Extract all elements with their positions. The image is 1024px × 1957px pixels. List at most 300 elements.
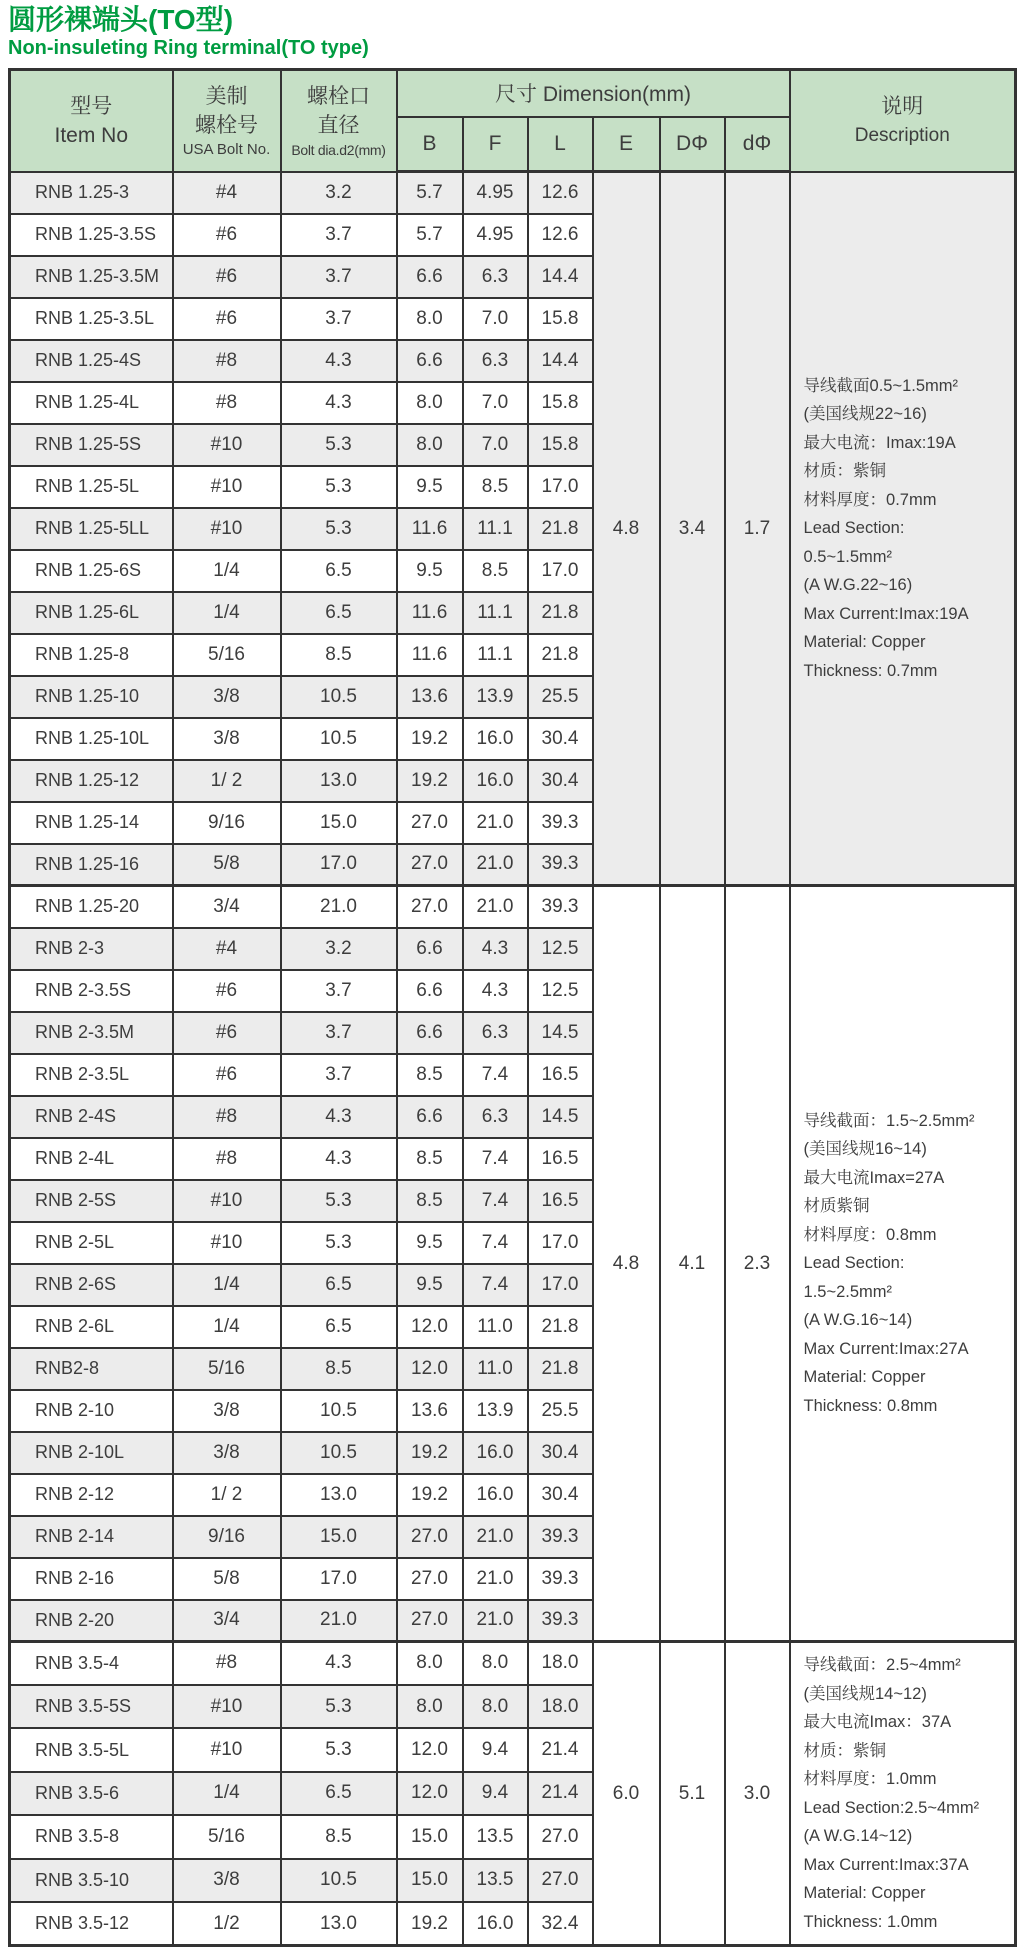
value-cell: 19.2	[397, 1902, 463, 1945]
page-title-en: Non-insuleting Ring terminal(TO type)	[8, 37, 369, 59]
value-cell: 16.0	[463, 1432, 528, 1474]
value-cell: 9.5	[397, 550, 463, 592]
description-line: Thickness: 0.7mm	[803, 661, 938, 680]
value-cell: 8.0	[397, 424, 463, 466]
value-cell: 21.8	[528, 634, 593, 676]
value-cell: 17.0	[528, 550, 593, 592]
value-cell: 18.0	[528, 1685, 593, 1728]
value-cell: #6	[173, 1054, 281, 1096]
item-no-cell: RNB 2-10L	[10, 1432, 173, 1474]
col-header-item-no	[10, 70, 173, 172]
item-no-cell: RNB 1.25-5L	[10, 466, 173, 508]
dphi-value-cell: 3.0	[725, 1642, 790, 1946]
value-cell: 8.0	[463, 1685, 528, 1728]
item-no-cell: RNB 3.5-5S	[10, 1685, 173, 1728]
value-cell: 8.5	[463, 550, 528, 592]
description-line: (A W.G.14~12)	[803, 1827, 913, 1845]
item-no-cell: RNB 1.25-8	[10, 634, 173, 676]
table-row	[10, 886, 1016, 928]
value-cell: 4.3	[463, 928, 528, 970]
value-cell: 13.0	[281, 1474, 397, 1516]
description-line: Max Current:Imax:19A	[803, 604, 969, 623]
value-cell: 6.3	[463, 1096, 528, 1138]
item-no-cell: RNB 2-6L	[10, 1306, 173, 1348]
item-no-cell: RNB 1.25-10	[10, 676, 173, 718]
value-cell: 12.0	[397, 1348, 463, 1390]
value-cell: 6.5	[281, 1772, 397, 1815]
value-cell: 5.3	[281, 466, 397, 508]
description-line: Lead Section:2.5~4mm²	[803, 1798, 980, 1817]
value-cell: 27.0	[397, 1516, 463, 1558]
value-cell: 16.5	[528, 1138, 593, 1180]
value-cell: 4.3	[281, 1138, 397, 1180]
description-cell	[790, 172, 1016, 886]
value-cell: 4.95	[463, 214, 528, 256]
col-header-L: L	[528, 117, 593, 172]
value-cell: 13.0	[281, 1902, 397, 1945]
value-cell: 15.0	[281, 802, 397, 844]
value-cell: 7.0	[463, 298, 528, 340]
value-cell: 3.7	[281, 970, 397, 1012]
value-cell: #6	[173, 298, 281, 340]
item-no-cell: RNB 3.5-5L	[10, 1728, 173, 1771]
value-cell: 7.0	[463, 382, 528, 424]
value-cell: 12.5	[528, 970, 593, 1012]
description-line: Max Current:Imax:37A	[803, 1855, 969, 1874]
item-no-cell: RNB 3.5-8	[10, 1815, 173, 1858]
item-no-cell: RNB 1.25-16	[10, 844, 173, 886]
value-cell: 5/8	[173, 844, 281, 886]
item-no-cell: RNB 2-4L	[10, 1138, 173, 1180]
value-cell: 13.9	[463, 1390, 528, 1432]
dphi-value-cell: 2.3	[725, 886, 790, 1642]
value-cell: #10	[173, 424, 281, 466]
value-cell: 8.0	[397, 298, 463, 340]
item-no-cell: RNB 3.5-10	[10, 1859, 173, 1902]
value-cell: #10	[173, 466, 281, 508]
value-cell: 21.0	[463, 886, 528, 928]
col-header-bolt-dia-cn1: 螺栓口	[307, 84, 370, 108]
description-line: 导线截面：2.5~4mm²	[803, 1656, 961, 1674]
description-line: 材料厚度：0.7mm	[803, 490, 937, 509]
value-cell: 19.2	[397, 760, 463, 802]
col-header-dphi: dΦ	[725, 117, 790, 172]
dphi-value-cell: 1.7	[725, 172, 790, 886]
value-cell: 9.4	[463, 1772, 528, 1815]
item-no-cell: RNB 1.25-12	[10, 760, 173, 802]
item-no-cell: RNB 1.25-4S	[10, 340, 173, 382]
Dphi-value-cell: 3.4	[660, 172, 725, 886]
value-cell: 27.0	[397, 886, 463, 928]
value-cell: 11.6	[397, 592, 463, 634]
value-cell: 39.3	[528, 886, 593, 928]
value-cell: 5.7	[397, 172, 463, 214]
value-cell: 13.5	[463, 1815, 528, 1858]
value-cell: 15.8	[528, 298, 593, 340]
value-cell: 10.5	[281, 1390, 397, 1432]
value-cell: 19.2	[397, 1474, 463, 1516]
spec-table	[8, 68, 1017, 1947]
description-line: 材料厚度：1.0mm	[803, 1770, 937, 1788]
value-cell: 16.0	[463, 760, 528, 802]
value-cell: 3/8	[173, 1432, 281, 1474]
value-cell: 6.5	[281, 592, 397, 634]
item-no-cell: RNB 2-6S	[10, 1264, 173, 1306]
item-no-cell: RNB 1.25-3	[10, 172, 173, 214]
value-cell: 3/8	[173, 676, 281, 718]
value-cell: 3/4	[173, 1600, 281, 1642]
value-cell: 39.3	[528, 1600, 593, 1642]
value-cell: 1/4	[173, 1772, 281, 1815]
value-cell: 10.5	[281, 718, 397, 760]
value-cell: 21.0	[463, 844, 528, 886]
col-header-description	[790, 70, 1016, 172]
value-cell: 39.3	[528, 1558, 593, 1600]
item-no-cell: RNB 3.5-12	[10, 1902, 173, 1945]
value-cell: 5/16	[173, 1348, 281, 1390]
description-line: Lead Section:	[803, 519, 905, 537]
value-cell: 7.4	[463, 1054, 528, 1096]
value-cell: 7.4	[463, 1264, 528, 1306]
description-line: Thickness: 1.0mm	[803, 1912, 938, 1931]
col-header-dimension: 尺寸 Dimension(mm)	[397, 70, 790, 117]
value-cell: 39.3	[528, 802, 593, 844]
value-cell: 21.0	[463, 1516, 528, 1558]
value-cell: 30.4	[528, 718, 593, 760]
value-cell: 3.7	[281, 214, 397, 256]
description-line: 材质：紫铜	[803, 1741, 887, 1760]
col-header-F: F	[463, 117, 528, 172]
description-line: 材质：紫铜	[803, 462, 887, 480]
value-cell: 12.0	[397, 1772, 463, 1815]
value-cell: 7.4	[463, 1222, 528, 1264]
value-cell: 15.8	[528, 382, 593, 424]
value-cell: 3.7	[281, 298, 397, 340]
value-cell: 8.0	[397, 382, 463, 424]
item-no-cell: RNB 2-4S	[10, 1096, 173, 1138]
value-cell: 5/16	[173, 634, 281, 676]
value-cell: 11.1	[463, 634, 528, 676]
value-cell: 30.4	[528, 1432, 593, 1474]
value-cell: 11.6	[397, 634, 463, 676]
value-cell: 14.5	[528, 1012, 593, 1054]
value-cell: #8	[173, 1642, 281, 1685]
description-line: Material: Copper	[803, 1368, 926, 1387]
Dphi-value-cell: 5.1	[660, 1642, 725, 1946]
description-line: 1.5~2.5mm²	[803, 1282, 893, 1301]
value-cell: 3/8	[173, 1390, 281, 1432]
value-cell: 15.0	[397, 1859, 463, 1902]
value-cell: #6	[173, 970, 281, 1012]
value-cell: 6.5	[281, 550, 397, 592]
value-cell: 3/4	[173, 886, 281, 928]
value-cell: 21.4	[528, 1772, 593, 1815]
value-cell: 7.4	[463, 1180, 528, 1222]
value-cell: 12.6	[528, 214, 593, 256]
item-no-cell: RNB 2-16	[10, 1558, 173, 1600]
value-cell: 5.7	[397, 214, 463, 256]
description-line: (A W.G.22~16)	[803, 576, 913, 594]
value-cell: 9.5	[397, 1264, 463, 1306]
value-cell: 4.3	[281, 340, 397, 382]
col-header-bolt-dia	[281, 70, 397, 172]
col-header-bolt-no	[173, 70, 281, 172]
value-cell: 5.3	[281, 1728, 397, 1771]
description-line: Thickness: 0.8mm	[803, 1396, 938, 1415]
value-cell: #10	[173, 1685, 281, 1728]
value-cell: 1/4	[173, 592, 281, 634]
value-cell: #10	[173, 1728, 281, 1771]
description-line: (A W.G.16~14)	[803, 1311, 913, 1330]
value-cell: 15.8	[528, 424, 593, 466]
value-cell: 16.0	[463, 1474, 528, 1516]
value-cell: 9.4	[463, 1728, 528, 1771]
description-line: (美国线规16~14)	[803, 1140, 927, 1159]
value-cell: 27.0	[528, 1859, 593, 1902]
value-cell: 4.3	[281, 1096, 397, 1138]
value-cell: 1/4	[173, 1306, 281, 1348]
value-cell: 21.0	[463, 802, 528, 844]
value-cell: 1/4	[173, 550, 281, 592]
value-cell: 15.0	[397, 1815, 463, 1858]
col-header-bolt-dia-cn2: 直径	[317, 113, 360, 137]
value-cell: 21.0	[463, 1600, 528, 1642]
item-no-cell: RNB 1.25-3.5L	[10, 298, 173, 340]
value-cell: 11.6	[397, 508, 463, 550]
value-cell: 6.5	[281, 1264, 397, 1306]
description-line: Material: Copper	[803, 1884, 926, 1902]
item-no-cell: RNB 2-3.5L	[10, 1054, 173, 1096]
value-cell: 12.5	[528, 928, 593, 970]
item-no-cell: RNB 2-3.5M	[10, 1012, 173, 1054]
value-cell: 8.5	[281, 634, 397, 676]
value-cell: 17.0	[528, 466, 593, 508]
value-cell: 6.6	[397, 928, 463, 970]
value-cell: 4.95	[463, 172, 528, 214]
value-cell: 9.5	[397, 466, 463, 508]
value-cell: 27.0	[397, 1600, 463, 1642]
value-cell: 11.0	[463, 1348, 528, 1390]
item-no-cell: RNB2-8	[10, 1348, 173, 1390]
value-cell: 21.4	[528, 1728, 593, 1771]
value-cell: 1/ 2	[173, 1474, 281, 1516]
value-cell: 6.3	[463, 340, 528, 382]
col-header-bolt-no-cn1: 美制	[205, 84, 248, 108]
value-cell: 5.3	[281, 508, 397, 550]
value-cell: 39.3	[528, 1516, 593, 1558]
value-cell: #6	[173, 256, 281, 298]
value-cell: 39.3	[528, 844, 593, 886]
value-cell: 30.4	[528, 760, 593, 802]
item-no-cell: RNB 3.5-6	[10, 1772, 173, 1815]
value-cell: 25.5	[528, 1390, 593, 1432]
value-cell: 8.0	[463, 1642, 528, 1685]
value-cell: 14.4	[528, 256, 593, 298]
description-line: 最大电流Imax：37A	[803, 1713, 952, 1731]
item-no-cell: RNB 2-20	[10, 1600, 173, 1642]
value-cell: 9/16	[173, 802, 281, 844]
value-cell: 3/8	[173, 1859, 281, 1902]
col-header-bolt-no-en: USA Bolt No.	[182, 140, 271, 158]
item-no-cell: RNB 2-14	[10, 1516, 173, 1558]
value-cell: #8	[173, 340, 281, 382]
value-cell: 27.0	[528, 1815, 593, 1858]
value-cell: 5.3	[281, 1180, 397, 1222]
value-cell: 5.3	[281, 1685, 397, 1728]
value-cell: 6.6	[397, 1012, 463, 1054]
value-cell: 21.8	[528, 1348, 593, 1390]
item-no-cell: RNB 2-5L	[10, 1222, 173, 1264]
value-cell: 27.0	[397, 844, 463, 886]
value-cell: 7.4	[463, 1138, 528, 1180]
item-no-cell: RNB 2-10	[10, 1390, 173, 1432]
item-no-cell: RNB 2-3	[10, 928, 173, 970]
value-cell: 21.8	[528, 1306, 593, 1348]
value-cell: 14.4	[528, 340, 593, 382]
item-no-cell: RNB 1.25-10L	[10, 718, 173, 760]
col-header-description-cn: 说明	[881, 94, 924, 118]
item-no-cell: RNB 1.25-3.5S	[10, 214, 173, 256]
value-cell: 6.6	[397, 340, 463, 382]
value-cell: #8	[173, 382, 281, 424]
description-cell	[790, 886, 1016, 1642]
value-cell: 25.5	[528, 676, 593, 718]
value-cell: 1/ 2	[173, 760, 281, 802]
value-cell: 13.6	[397, 676, 463, 718]
value-cell: 8.0	[397, 1642, 463, 1685]
value-cell: 12.0	[397, 1306, 463, 1348]
value-cell: 16.5	[528, 1180, 593, 1222]
value-cell: 21.0	[281, 1600, 397, 1642]
value-cell: 3.7	[281, 1012, 397, 1054]
value-cell: 10.5	[281, 1859, 397, 1902]
item-no-cell: RNB 1.25-14	[10, 802, 173, 844]
value-cell: #6	[173, 214, 281, 256]
value-cell: 3.7	[281, 1054, 397, 1096]
value-cell: 11.1	[463, 508, 528, 550]
value-cell: 13.6	[397, 1390, 463, 1432]
value-cell: 12.6	[528, 172, 593, 214]
description-line: Max Current:Imax:27A	[803, 1339, 969, 1358]
value-cell: #8	[173, 1138, 281, 1180]
value-cell: 17.0	[528, 1264, 593, 1306]
value-cell: #6	[173, 1012, 281, 1054]
value-cell: 19.2	[397, 1432, 463, 1474]
value-cell: 13.5	[463, 1859, 528, 1902]
description-line: (美国线规22~16)	[803, 405, 927, 423]
value-cell: 4.3	[281, 382, 397, 424]
value-cell: #10	[173, 1180, 281, 1222]
value-cell: #4	[173, 172, 281, 214]
table-row	[10, 1642, 1016, 1685]
value-cell: 6.5	[281, 1306, 397, 1348]
value-cell: 21.0	[281, 886, 397, 928]
item-no-cell: RNB 1.25-6L	[10, 592, 173, 634]
value-cell: 6.6	[397, 256, 463, 298]
description-cell	[790, 1642, 1016, 1946]
value-cell: 8.5	[281, 1815, 397, 1858]
value-cell: 17.0	[528, 1222, 593, 1264]
value-cell: 5/16	[173, 1815, 281, 1858]
table-row	[10, 172, 1016, 214]
value-cell: 1/4	[173, 1264, 281, 1306]
value-cell: 12.0	[397, 1728, 463, 1771]
description-line: 材料厚度：0.8mm	[803, 1225, 937, 1244]
value-cell: 8.5	[281, 1348, 397, 1390]
value-cell: 18.0	[528, 1642, 593, 1685]
col-header-description-en: Description	[854, 124, 950, 146]
value-cell: 8.5	[397, 1138, 463, 1180]
col-header-item-no-en: Item No	[54, 123, 129, 147]
description-line: 最大电流Imax=27A	[803, 1168, 945, 1187]
item-no-cell: RNB 1.25-3.5M	[10, 256, 173, 298]
spec-table-body	[10, 172, 1016, 1946]
value-cell: 11.0	[463, 1306, 528, 1348]
value-cell: #4	[173, 928, 281, 970]
value-cell: 21.8	[528, 592, 593, 634]
value-cell: 7.0	[463, 424, 528, 466]
value-cell: 5.3	[281, 424, 397, 466]
value-cell: 11.1	[463, 592, 528, 634]
value-cell: 5/8	[173, 1558, 281, 1600]
value-cell: 8.0	[397, 1685, 463, 1728]
e-value-cell: 4.8	[593, 172, 660, 886]
value-cell: 10.5	[281, 1432, 397, 1474]
value-cell: 13.0	[281, 760, 397, 802]
col-header-B: B	[397, 117, 463, 172]
item-no-cell: RNB 1.25-20	[10, 886, 173, 928]
value-cell: #8	[173, 1096, 281, 1138]
value-cell: 32.4	[528, 1902, 593, 1945]
value-cell: 15.0	[281, 1516, 397, 1558]
description-line: 材质紫铜	[803, 1197, 870, 1216]
item-no-cell: RNB 1.25-5LL	[10, 508, 173, 550]
value-cell: 27.0	[397, 802, 463, 844]
value-cell: 6.6	[397, 970, 463, 1012]
item-no-cell: RNB 2-3.5S	[10, 970, 173, 1012]
value-cell: 17.0	[281, 1558, 397, 1600]
item-no-cell: RNB 1.25-6S	[10, 550, 173, 592]
value-cell: 4.3	[463, 970, 528, 1012]
e-value-cell: 4.8	[593, 886, 660, 1642]
description-line: 导线截面0.5~1.5mm²	[803, 376, 959, 395]
value-cell: 16.5	[528, 1054, 593, 1096]
description-line: 导线截面：1.5~2.5mm²	[803, 1111, 975, 1130]
value-cell: 6.3	[463, 1012, 528, 1054]
item-no-cell: RNB 2-12	[10, 1474, 173, 1516]
value-cell: 8.5	[397, 1054, 463, 1096]
col-header-bolt-dia-en: Bolt dia.d2(mm)	[291, 141, 386, 158]
value-cell: 6.6	[397, 1096, 463, 1138]
value-cell: 19.2	[397, 718, 463, 760]
value-cell: 16.0	[463, 1902, 528, 1945]
value-cell: 4.3	[281, 1642, 397, 1685]
page-title-cn: 圆形裸端头(TO型)	[8, 4, 234, 35]
description-line: 最大电流：Imax:19A	[803, 433, 956, 452]
value-cell: 8.5	[463, 466, 528, 508]
value-cell: 9.5	[397, 1222, 463, 1264]
value-cell: 3.7	[281, 256, 397, 298]
col-header-item-no-cn: 型号	[70, 94, 113, 118]
value-cell: 8.5	[397, 1180, 463, 1222]
description-line: 0.5~1.5mm²	[803, 547, 893, 566]
item-no-cell: RNB 1.25-5S	[10, 424, 173, 466]
col-header-bolt-no-cn2: 螺栓号	[195, 113, 258, 137]
value-cell: 17.0	[281, 844, 397, 886]
description-line: Lead Section:	[803, 1254, 905, 1273]
value-cell: 21.8	[528, 508, 593, 550]
value-cell: 9/16	[173, 1516, 281, 1558]
